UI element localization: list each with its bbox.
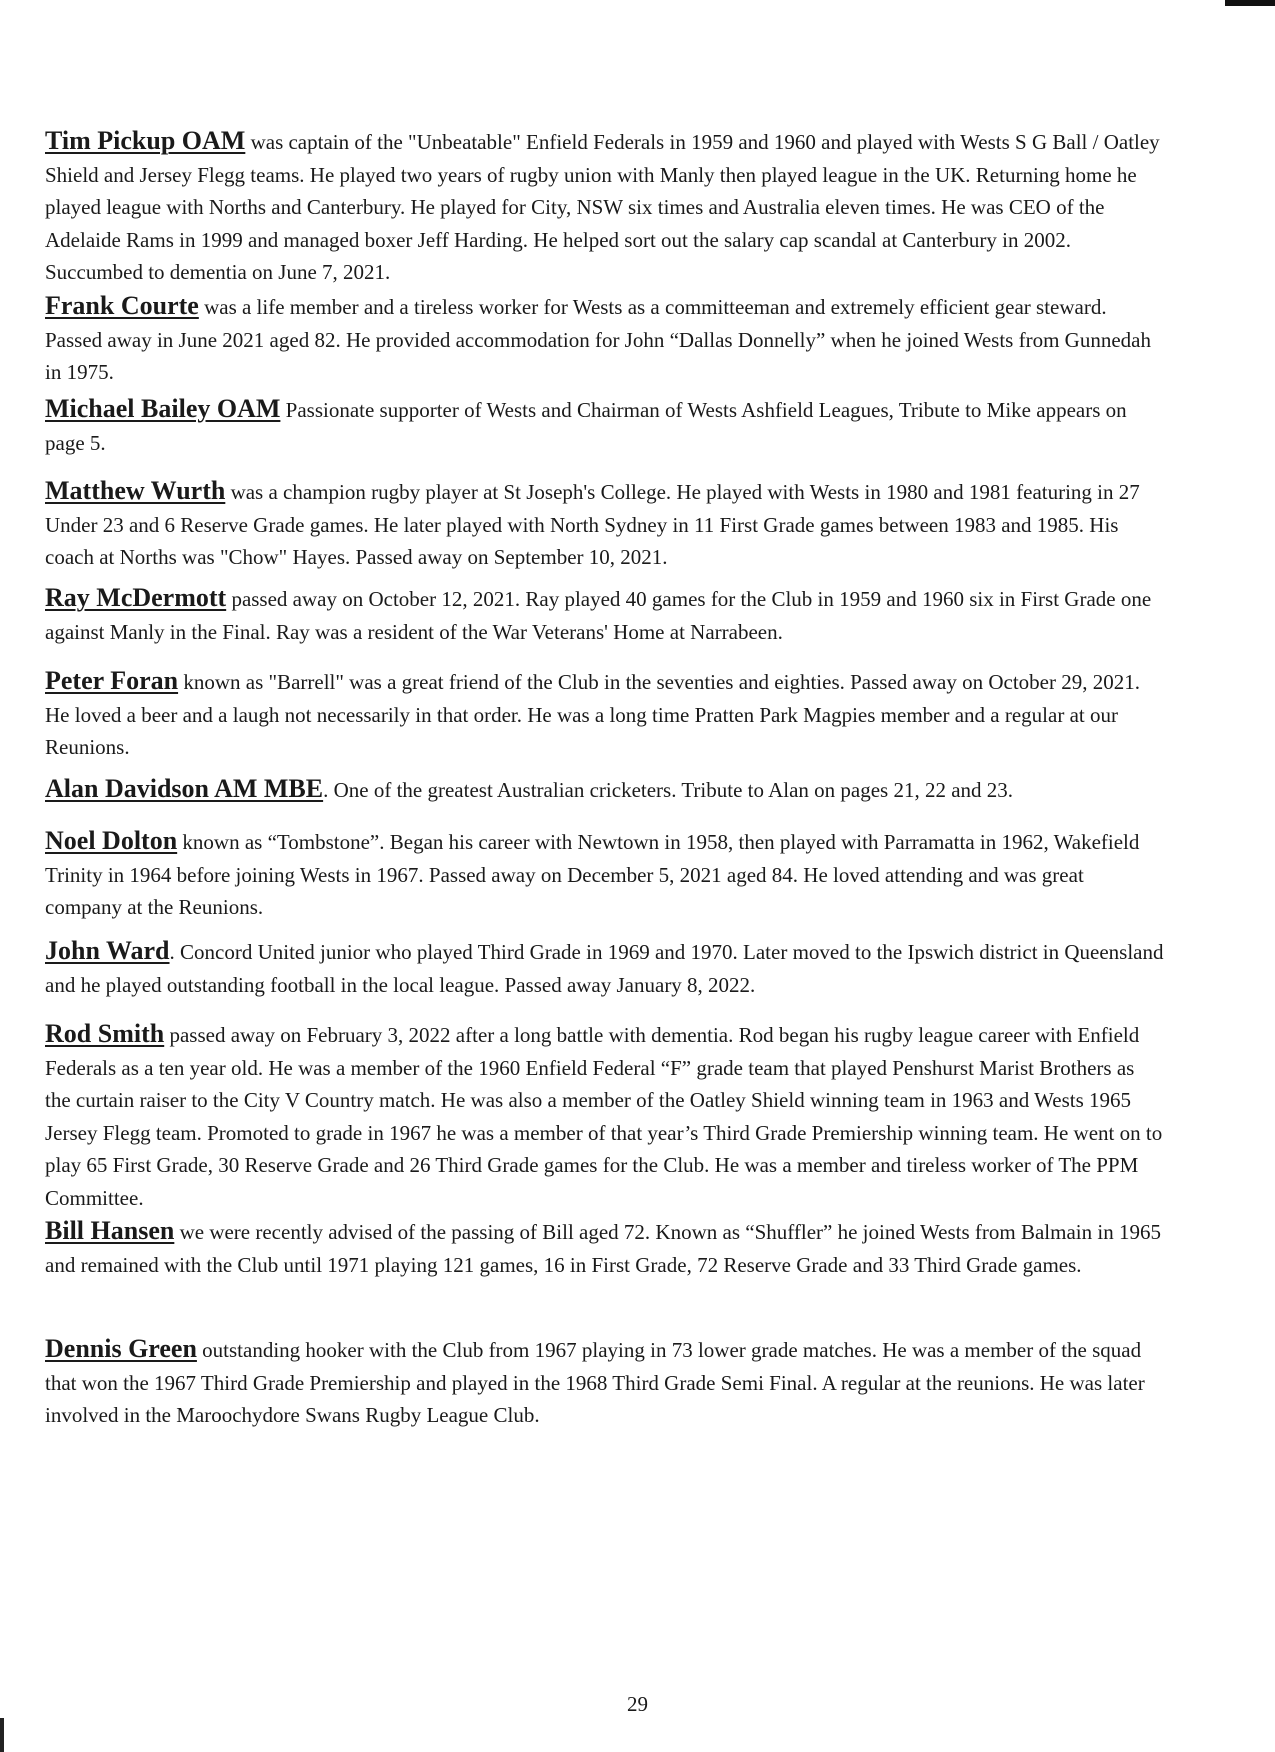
person-name: Rod Smith xyxy=(45,1019,165,1048)
person-name: Noel Dolton xyxy=(45,826,178,855)
page-number: 29 xyxy=(627,1692,648,1716)
obituary-entry xyxy=(45,825,1165,924)
entry-text: was a life member and a tireless worker for Wests as a committeeman and extremely efficient gear steward. Passed away in June 2021 aged 82. He provided accommodation for John “Dallas Donnelly” when he joined Wests from Gunnedah in 1975. xyxy=(45,295,1151,384)
obituary-entry xyxy=(45,935,1165,1001)
entry-text: known as "Barrell" was a great friend of the Club in the seventies and eighties. Passed away on October 29, 2021. He loved a beer and a laugh not necessarily in that order. He was a long time Pratten Park Magpies member and a regular at our Reunions. xyxy=(45,670,1140,759)
entry-text: known as “Tombstone”. Began his career with Newtown in 1958, then played with Parramatta in 1962, Wakefield Trinity in 1964 before joining Wests in 1967. Passed away on December 5, 2021 aged 84. He loved attending and was great company at the Reunions. xyxy=(45,830,1140,919)
entry-text: passed away on February 3, 2022 after a long battle with dementia. Rod began his rugby league career with Enfield Federals as a ten year old. He was a member of the 1960 Enfield Federal “F” grade team that played Penshurst Marist Brothers as the curtain raiser to the City V Country match. He was also a member of the Oatley Shield winning team in 1963 and Wests 1965 Jersey Flegg team. Promoted to grade in 1967 he was a member of that year’s Third Grade Premiership winning team. He went on to play 65 First Grade, 30 Reserve Grade and 26 Third Grade games for the Club. He was a member and tireless worker of The PPM Committee. xyxy=(45,1023,1163,1210)
entry-text: outstanding hooker with the Club from 1967 playing in 73 lower grade matches. He was a member of the squad that won the 1967 Third Grade Premiership and played in the 1968 Third Grade Semi Final. A regular at the reunions. He was later involved in the Maroochydore Swans Rugby League Club. xyxy=(45,1338,1145,1427)
obituary-entry xyxy=(45,665,1165,764)
obituary-entry xyxy=(45,475,1165,574)
entry-text: was a champion rugby player at St Joseph's College. He played with Wests in 1980 and 1981 featuring in 27 Under 23 and 6 Reserve Grade games. He later played with North Sydney in 11 First Grade games between 1983 and 1985. His coach at Norths was "Chow" Hayes. Passed away on September 10, 2021. xyxy=(45,480,1140,569)
person-name: Matthew Wurth xyxy=(45,476,226,505)
entry-text: passed away on October 12, 2021. Ray played 40 games for the Club in 1959 and 1960 six in First Grade one against Manly in the Final. Ray was a resident of the War Veterans' Home at Narrabeen. xyxy=(45,587,1152,644)
person-name: Dennis Green xyxy=(45,1334,197,1363)
scan-edge-mark xyxy=(1225,0,1275,6)
obituary-entry xyxy=(45,773,1013,807)
entry-text: we were recently advised of the passing of Bill aged 72. Known as “Shuffler” he joined Wests from Balmain in 1965 and remained with the Club until 1971 playing 121 games, 16 in First Grade, 72 Reserve Grade and 33 Third Grade games. xyxy=(45,1220,1161,1277)
person-name: Michael Bailey OAM xyxy=(45,394,281,423)
person-name: Frank Courte xyxy=(45,291,199,320)
obituary-entry xyxy=(45,125,1165,289)
entry-text: was captain of the "Unbeatable" Enfield Federals in 1959 and 1960 and played with Wests S G Ball / Oatley Shield and Jersey Flegg teams. He played two years of rugby union with Manly then played league in the UK. Returning home he played league with Norths and Canterbury. He played for City, NSW six times and Australia eleven times. He was CEO of the Adelaide Rams in 1999 and managed boxer Jeff Harding. He helped sort out the salary cap scandal at Canterbury in 2002. Succumbed to dementia on June 7, 2021. xyxy=(45,130,1160,284)
scan-edge-mark xyxy=(0,1718,4,1752)
obituary-entry xyxy=(45,582,1165,648)
person-name: Alan Davidson AM MBE xyxy=(45,774,324,803)
obituary-entry xyxy=(45,290,1165,389)
entry-text: . One of the greatest Australian cricketers. Tribute to Alan on pages 21, 22 and 23. xyxy=(323,778,1014,802)
person-name: Bill Hansen xyxy=(45,1216,175,1245)
obituary-entry xyxy=(45,1333,1165,1432)
person-name: Tim Pickup OAM xyxy=(45,126,246,155)
person-name: Ray McDermott xyxy=(45,583,227,612)
person-name: John Ward xyxy=(45,936,170,965)
entry-text: . Concord United junior who played Third Grade in 1969 and 1970. Later moved to the Ipswich district in Queensland and he played outstanding football in the local league. Passed away January 8, 2022. xyxy=(45,940,1164,997)
obituary-entry xyxy=(45,1018,1165,1214)
person-name: Peter Foran xyxy=(45,666,179,695)
obituary-entry xyxy=(45,1215,1165,1281)
entry-text: Passionate supporter of Wests and Chairman of Wests Ashfield Leagues, Tribute to Mike appears on page 5. xyxy=(45,398,1127,455)
obituary-entry xyxy=(45,393,1165,459)
